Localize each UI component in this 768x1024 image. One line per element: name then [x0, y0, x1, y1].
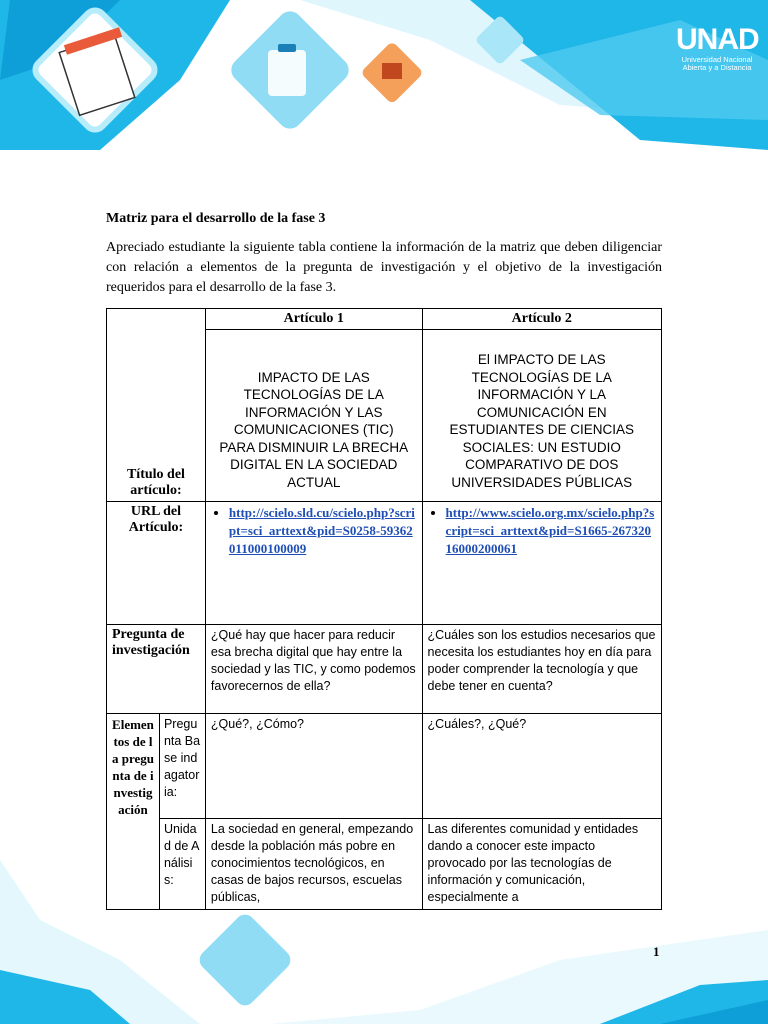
article2-header: Artículo 2 [422, 309, 661, 330]
article2-url-link[interactable]: http://www.scielo.org.mx/scielo.php?script=sci_arttext&pid=S1665-26732016000200061 [445, 505, 655, 556]
article1-base-question: ¿Qué?, ¿Cómo? [205, 714, 422, 819]
article2-base-question: ¿Cuáles?, ¿Qué? [422, 714, 661, 819]
page-number: 1 [653, 944, 660, 959]
base-question-row [107, 714, 662, 819]
article2-title: El IMPACTO DE LAS TECNOLOGÍAS DE LA INFORMACIÓN Y LA COMUNICACIÓN EN ESTUDIANTES DE CIENCIAS SOCIALES: UN ESTUDIO COMPARATIVO DE DOS UNIVERSIDADES PÚBLICAS [422, 330, 661, 502]
article1-question: ¿Qué hay que hacer para reducir esa brecha digital que hay entre la sociedad y las TIC, y como podemos favorecernos de ella? [205, 625, 422, 714]
unit-row [107, 819, 662, 910]
book-icon [382, 63, 402, 79]
article2-question: ¿Cuáles son los estudios necesarios que necesita los estudiantes hoy en día para poder comprender la tecnología y que debe tener en cuenta? [422, 625, 661, 714]
question-row [107, 625, 662, 714]
logo-subtitle: Universidad Nacional Abierta y a Distancia [681, 55, 753, 72]
article1-url-cell [205, 502, 422, 625]
unad-logo [676, 6, 758, 72]
question-label: Pregunta de investigación [107, 625, 206, 714]
url-row [107, 502, 662, 625]
article2-unit: Las diferentes comunidad y entidades dando a conocer este impacto provocado por las tecnologías de información y comunicación, especialmente a [422, 819, 661, 910]
article1-title: IMPACTO DE LAS TECNOLOGÍAS DE LA INFORMACIÓN Y LAS COMUNICACIONES (TIC) PARA DISMINUIR LA BRECHA DIGITAL EN LA SOCIEDAD ACTUAL [205, 330, 422, 502]
elements-label: Elementos de la pregunta de investigación [107, 714, 160, 910]
matrix-table [106, 308, 662, 910]
document-heading: Matriz para el desarrollo de la fase 3 [106, 211, 326, 226]
article1-url-link[interactable]: http://scielo.sld.cu/scielo.php?script=sci_arttext&pid=S0258-59362011000100009 [228, 505, 415, 556]
article1-header: Artículo 1 [205, 309, 422, 330]
unit-label: Unidad de Análisis: [159, 819, 205, 910]
title-label: Título del artículo: [126, 467, 185, 498]
base-question-label: Pregunta Base indagatoria: [159, 714, 205, 819]
article1-unit: La sociedad en general, empezando desde la población más pobre en conocimientos tecnológicos, en casas de bajos recursos, escuelas públicas, [205, 819, 422, 910]
url-label: URL del Artículo: [107, 502, 206, 625]
article2-url-cell [422, 502, 661, 625]
title-label-cell [107, 309, 206, 502]
clipboard-icon [268, 44, 306, 96]
header-row [107, 309, 662, 330]
logo-mark: UNAD [676, 23, 759, 56]
intro-paragraph: Apreciado estudiante la siguiente tabla contiene la información de la matriz que deben diligenciar con relación a elementos de la pregunta de investigación y el objetivo de la investigación requeridos para el desarrollo de la fase 3. [106, 240, 662, 295]
